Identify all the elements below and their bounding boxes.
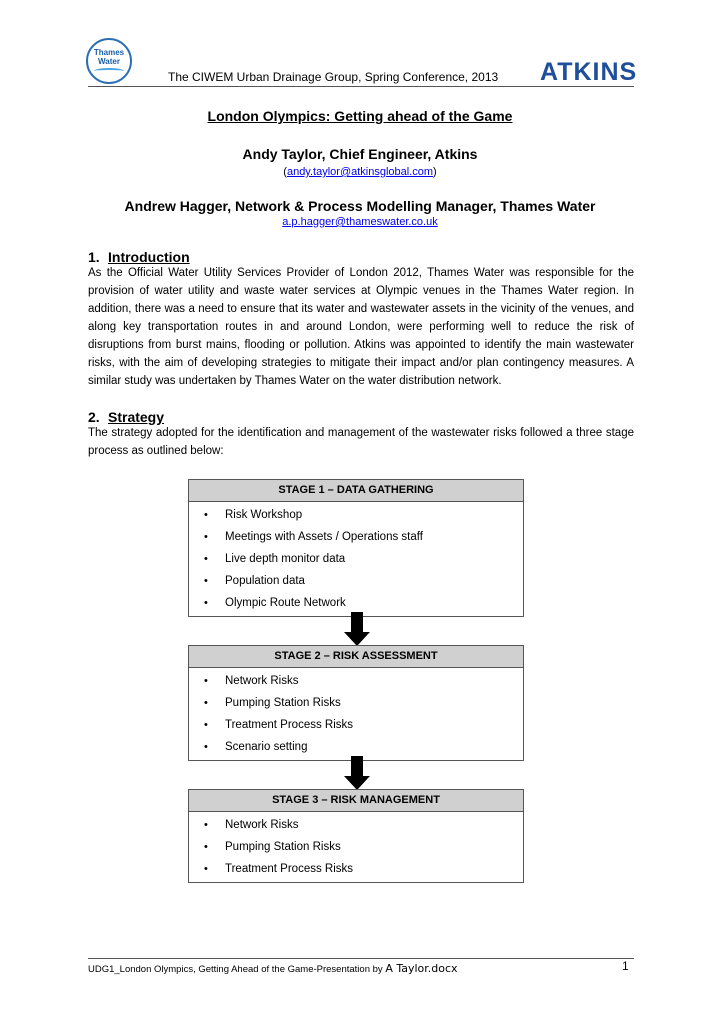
section-title: Introduction bbox=[108, 249, 190, 265]
bullet-icon: • bbox=[204, 741, 208, 753]
logo-text-line1: Thames bbox=[93, 48, 125, 57]
section-title: Strategy bbox=[108, 409, 165, 425]
list-item-text: Olympic Route Network bbox=[225, 597, 346, 609]
stage-2-box bbox=[188, 645, 524, 761]
section-number: 1. bbox=[88, 249, 100, 265]
page-number: 1 bbox=[622, 959, 629, 973]
introduction-paragraph: As the Official Water Utility Services Provider of London 2012, Thames Water was responsible for the provision of water utility and waste water services at Olympic venues in the Thames Water region. In addition, there was a need to ensure that its water and wastewater assets in the vicinity of the venues, and along key transportation routes in and around London, were performing well to reduce the risk of disruptions from burst mains, flooding or pollution. Atkins was appointed to identify the main wastewater risks, with the aim of developing strategies to mitigate their impact and/or plan contingency measures. A similar study was undertaken by Thames Water on the water distribution network. bbox=[88, 267, 634, 387]
section-heading-strategy bbox=[88, 409, 164, 425]
stage-3-list bbox=[189, 812, 523, 882]
bullet-icon: • bbox=[204, 597, 208, 609]
down-arrow-icon bbox=[344, 612, 370, 646]
logo-text-line2: Water bbox=[98, 57, 120, 66]
footer-divider bbox=[88, 958, 634, 959]
footer-filename-text: UDG1_London Olympics, Getting Ahead of the Game-Presentation by bbox=[88, 964, 386, 975]
footer-filename-tail: A Taylor.docx bbox=[385, 962, 458, 975]
bullet-icon: • bbox=[204, 509, 208, 521]
author-1-email-link[interactable]: andy.taylor@atkinsglobal.com bbox=[286, 166, 434, 178]
author-2-email-link[interactable]: a.p.hagger@thameswater.co.uk bbox=[282, 216, 438, 228]
list-item bbox=[189, 858, 523, 880]
down-arrow-icon bbox=[344, 756, 370, 790]
list-item-text: Treatment Process Risks bbox=[225, 863, 354, 875]
list-item bbox=[189, 692, 523, 714]
list-item bbox=[189, 836, 523, 858]
list-item-text: Population data bbox=[225, 575, 305, 587]
bullet-icon: • bbox=[204, 531, 208, 543]
footer-filename bbox=[88, 962, 458, 975]
stage-3-box bbox=[188, 789, 524, 883]
bullet-icon: • bbox=[204, 863, 208, 875]
list-item-text: Network Risks bbox=[225, 675, 299, 687]
strategy-paragraph: The strategy adopted for the identification and management of the wastewater risks followed a three stage process as outlined below: bbox=[88, 427, 634, 457]
list-item bbox=[189, 548, 523, 570]
list-item bbox=[189, 526, 523, 548]
list-item-text: Risk Workshop bbox=[225, 509, 303, 521]
list-item-text: Network Risks bbox=[225, 819, 299, 831]
list-item bbox=[189, 570, 523, 592]
header-divider bbox=[88, 86, 634, 87]
stage-3-title: STAGE 3 – RISK MANAGEMENT bbox=[189, 790, 523, 812]
wave-icon bbox=[94, 68, 124, 74]
list-item bbox=[189, 504, 523, 526]
list-item-text: Pumping Station Risks bbox=[225, 841, 341, 853]
bullet-icon: • bbox=[204, 719, 208, 731]
list-item bbox=[189, 814, 523, 836]
list-item bbox=[189, 670, 523, 692]
list-item bbox=[189, 714, 523, 736]
list-item bbox=[189, 736, 523, 758]
bullet-icon: • bbox=[204, 697, 208, 709]
section-number: 2. bbox=[88, 409, 100, 425]
bullet-icon: • bbox=[204, 819, 208, 831]
bullet-icon: • bbox=[204, 575, 208, 587]
email-paren-close: ) bbox=[433, 166, 437, 178]
stage-1-box bbox=[188, 479, 524, 617]
thames-water-logo bbox=[86, 38, 132, 84]
list-item-text: Meetings with Assets / Operations staff bbox=[225, 531, 423, 543]
stage-2-title: STAGE 2 – RISK ASSESSMENT bbox=[189, 646, 523, 668]
bullet-icon: • bbox=[204, 553, 208, 565]
conference-header: The CIWEM Urban Drainage Group, Spring Conference, 2013 bbox=[168, 70, 499, 84]
list-item-text: Scenario setting bbox=[225, 741, 308, 753]
section-heading-introduction bbox=[88, 249, 190, 265]
author-2-email-line bbox=[0, 216, 720, 228]
stage-2-list bbox=[189, 668, 523, 760]
stage-1-list bbox=[189, 502, 523, 616]
bullet-icon: • bbox=[204, 841, 208, 853]
document-title: London Olympics: Getting ahead of the Game bbox=[207, 108, 513, 124]
list-item bbox=[189, 592, 523, 614]
stage-1-title: STAGE 1 – DATA GATHERING bbox=[189, 480, 523, 502]
list-item-text: Live depth monitor data bbox=[225, 553, 346, 565]
atkins-logo: ATKINS bbox=[540, 58, 638, 86]
list-item-text: Pumping Station Risks bbox=[225, 697, 341, 709]
author-1-name: Andy Taylor, Chief Engineer, Atkins bbox=[242, 146, 478, 162]
author-1-email-line bbox=[0, 166, 720, 178]
email-paren-open: ( bbox=[283, 166, 287, 178]
author-2-name: Andrew Hagger, Network & Process Modelling Manager, Thames Water bbox=[124, 198, 596, 214]
bullet-icon: • bbox=[204, 675, 208, 687]
list-item-text: Treatment Process Risks bbox=[225, 719, 354, 731]
